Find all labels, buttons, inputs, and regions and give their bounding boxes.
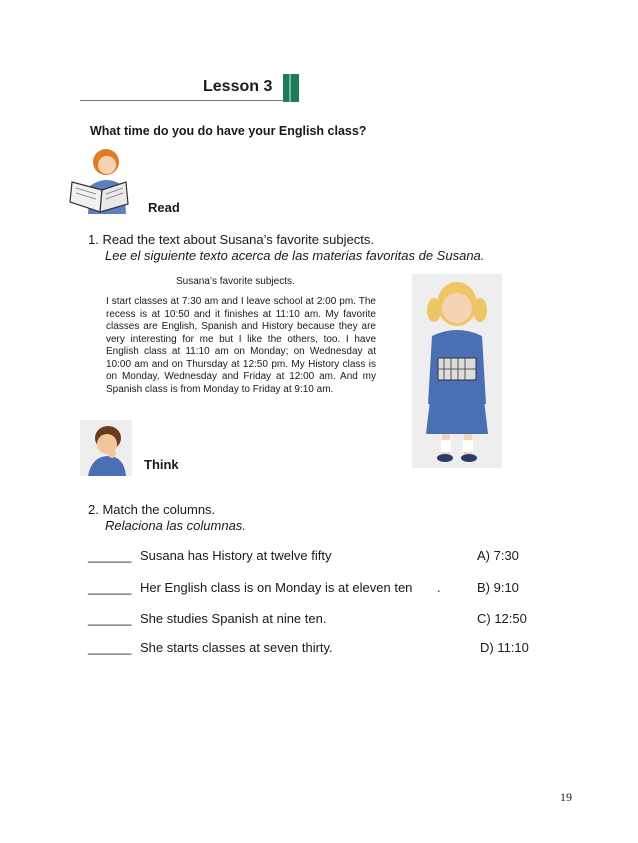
boy-thinking-image: [80, 420, 132, 476]
susana-illustration: [412, 274, 502, 468]
match-row-option: C) 12:50: [477, 611, 527, 626]
match-row-text: She starts classes at seven thirty.: [140, 640, 333, 655]
passage-text: I start classes at 7:30 am and I leave school at 2:00 pm. The recess is at 10:50 and it finishes at 11:10 am. My favorite classes are English, Spanish and History because they are very interesting for me but I like the others, too. I have English class at 11:10 am on Monday; on Wednesday at 10:00 am and on Thursday at 12:50 pm. My History class is on Monday, Wednesday and Friday at 12:00 am. And my Spanish class is from Monday to Friday at 9:10 am.: [106, 296, 376, 395]
match-row-blank: ______: [88, 580, 132, 595]
match-row-blank: ______: [88, 640, 132, 655]
match-row-blank: ______: [88, 611, 132, 626]
lesson-underline: [80, 100, 285, 101]
match-row-dot: .: [437, 580, 441, 595]
match-row-option: B) 9:10: [477, 580, 519, 595]
lesson-accent-bar: [283, 74, 299, 102]
lesson-title: Lesson 3: [203, 78, 273, 95]
task2-instruction: 2. Match the columns.: [88, 502, 216, 517]
lesson-question: What time do you do have your English class?: [90, 124, 367, 138]
match-row-blank: ______: [88, 548, 132, 563]
read-label: Read: [148, 200, 180, 215]
passage-title: Susana’s favorite subjects.: [176, 276, 295, 287]
match-row-text: Her English class is on Monday is at eleven ten: [140, 580, 413, 595]
task1-instruction: 1. Read the text about Susana’s favorite subjects.: [88, 232, 374, 247]
match-row-text: She studies Spanish at nine ten.: [140, 611, 327, 626]
match-row-option: D) 11:10: [480, 640, 529, 655]
girl-reading-image: [66, 142, 136, 214]
match-row-text: Susana has History at twelve fifty: [140, 548, 332, 563]
think-label: Think: [144, 457, 179, 472]
match-row-option: A) 7:30: [477, 548, 519, 563]
task2-instruction-es: Relaciona las columnas.: [105, 518, 246, 533]
page-number: 19: [560, 790, 572, 804]
task1-instruction-es: Lee el siguiente texto acerca de las materias favoritas de Susana.: [105, 248, 485, 263]
